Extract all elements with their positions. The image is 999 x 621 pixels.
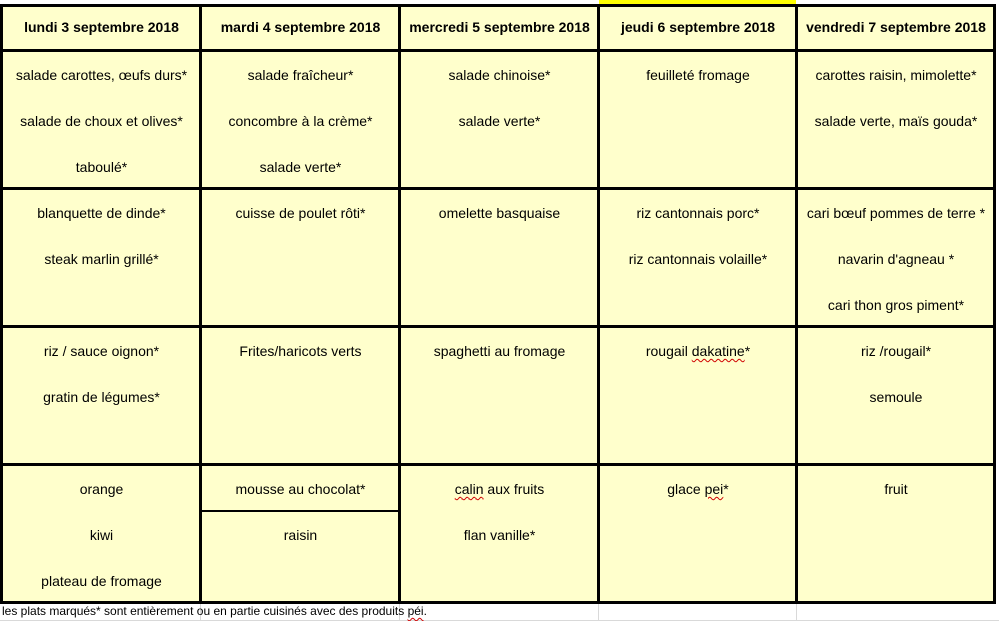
menu-item: spaghetti au fromage — [433, 343, 566, 359]
menu-item: steak marlin grillé* — [44, 251, 159, 267]
menu-item: mousse au chocolat* — [235, 481, 366, 497]
grid-line — [0, 49, 996, 52]
menu-item: gratin de légumes* — [43, 389, 160, 405]
grid-line — [398, 4, 401, 604]
menu-item: cari bœuf pommes de terre * — [806, 205, 986, 221]
day-header-mardi: mardi 4 septembre 2018 — [202, 4, 399, 50]
menu-item: feuilleté fromage — [646, 67, 750, 83]
day-header-mercredi: mercredi 5 septembre 2018 — [401, 4, 598, 50]
menu-item: cari thon gros piment* — [827, 297, 965, 313]
grid-line — [0, 325, 996, 328]
menu-item: taboulé* — [75, 159, 128, 175]
cell-entrees-lundi — [3, 52, 200, 188]
menu-item: salade carottes, œufs durs* — [15, 67, 188, 83]
cell-entrees-mardi — [202, 52, 399, 188]
day-header-lundi: lundi 3 septembre 2018 — [3, 4, 200, 50]
menu-item: fruit — [884, 481, 908, 497]
menu-item: salade de choux et olives* — [20, 113, 183, 129]
menu-item: navarin d'agneau * — [837, 251, 955, 267]
cell-desserts-jeudi — [600, 466, 796, 602]
menu-item: riz / sauce oignon* — [43, 343, 160, 359]
day-header-vendredi: vendredi 7 septembre 2018 — [798, 4, 994, 50]
footer-note: les plats marqués* sont entièrement ou en partie cuisinés avec des produits péi. — [2, 604, 427, 618]
menu-item: riz cantonnais volaille* — [628, 251, 768, 267]
menu-item: salade verte* — [259, 159, 342, 175]
menu-item: semoule — [869, 389, 923, 405]
menu-item: salade chinoise* — [448, 67, 551, 83]
menu-item: carottes raisin, mimolette* — [815, 67, 977, 83]
grid-line — [796, 604, 797, 621]
cell-plats-lundi — [3, 190, 200, 326]
cell-accomp-vendredi — [798, 328, 994, 464]
cell-entrees-vendredi — [798, 52, 994, 188]
menu-item: salade fraîcheur* — [247, 67, 354, 83]
cell-plats-vendredi — [798, 190, 994, 326]
menu-item: raisin — [283, 527, 318, 543]
grid-line — [0, 4, 996, 7]
menu-item: rougail dakatine* — [645, 343, 751, 359]
cell-plats-mercredi — [401, 190, 598, 326]
grid-line — [598, 604, 599, 621]
cell-desserts-mardi — [202, 466, 399, 602]
grid-line — [795, 4, 798, 604]
cell-plats-jeudi — [600, 190, 796, 326]
grid-line — [0, 187, 996, 190]
cell-accomp-jeudi — [600, 328, 796, 464]
grid-line — [597, 4, 600, 604]
grid-line — [199, 4, 202, 604]
grid-line — [0, 463, 996, 466]
grid-line — [0, 4, 3, 604]
menu-item: blanquette de dinde* — [37, 205, 166, 221]
grid-line — [993, 4, 996, 604]
menu-item: kiwi — [89, 527, 114, 543]
menu-item: salade verte* — [458, 113, 541, 129]
day-header-jeudi: jeudi 6 septembre 2018 — [600, 4, 796, 50]
menu-item: omelette basquaise — [438, 205, 561, 221]
grid-line — [200, 510, 399, 512]
cell-desserts-mercredi — [401, 466, 598, 602]
menu-item: plateau de fromage — [41, 573, 162, 589]
cell-accomp-mardi — [202, 328, 399, 464]
cell-desserts-vendredi — [798, 466, 994, 602]
cell-accomp-mercredi — [401, 328, 598, 464]
menu-item: glace pei* — [667, 481, 729, 497]
menu-item: calin aux fruits — [454, 481, 545, 497]
cell-accomp-lundi — [3, 328, 200, 464]
menu-item: Frites/haricots verts — [239, 343, 362, 359]
cell-entrees-jeudi — [600, 52, 796, 188]
cell-desserts-lundi — [3, 466, 200, 602]
menu-item: salade verte, maïs gouda* — [814, 113, 978, 129]
menu-item: cuisse de poulet rôti* — [235, 205, 366, 221]
cell-plats-mardi — [202, 190, 399, 326]
menu-item: riz cantonnais porc* — [636, 205, 760, 221]
menu-item: orange — [79, 481, 124, 497]
menu-item: riz /rougail* — [860, 343, 932, 359]
menu-item: flan vanille* — [463, 527, 536, 543]
menu-item: concombre à la crème* — [228, 113, 373, 129]
cell-entrees-mercredi — [401, 52, 598, 188]
